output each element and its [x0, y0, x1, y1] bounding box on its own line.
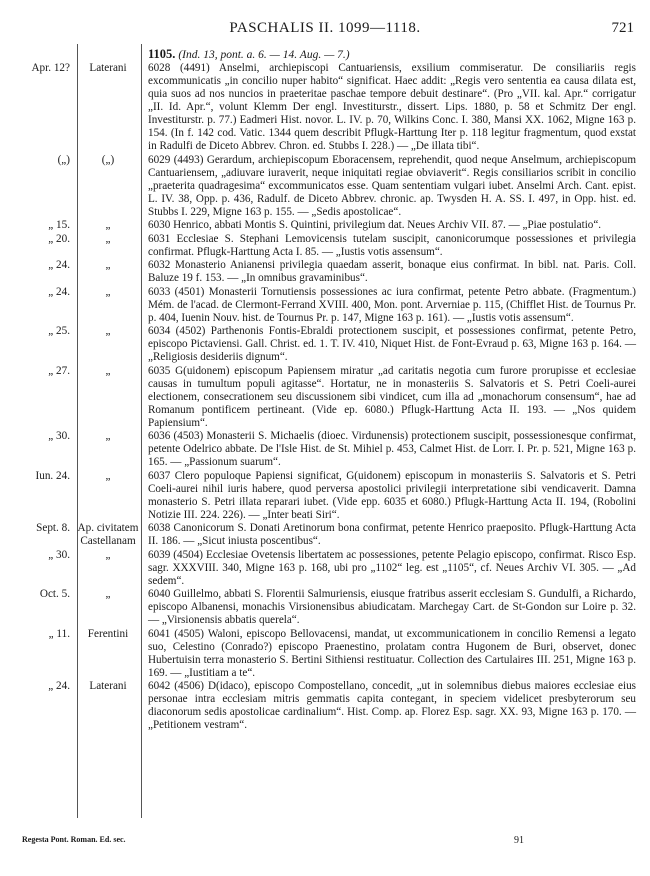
entry-place: „: [105, 430, 111, 442]
entry-place: „: [105, 364, 111, 377]
running-title: PASCHALIS II. 1099—1118.: [229, 20, 421, 36]
year-number: 1105.: [148, 47, 176, 61]
entry-date: „ 11.: [48, 627, 70, 640]
entry-place: Laterani: [89, 62, 127, 74]
entry-date: „ 30.: [48, 430, 70, 442]
entry-text: 6039 (4504) Ecclesiae Ovetensis libertatem ac possessiones, petente Pelagio episcopo, confirmat. Risco Esp. sagr. XXXVIII. 340, Migne 163 p. 168, ubi pro „1102“ leg. est „1105“, cf. Neues Archiv VI. 305. — „Ad sedem“.: [148, 548, 636, 587]
page-number: 721: [611, 20, 634, 36]
entry-text: 6034 (4502) Parthenonis Fontis-Ebraldi protectionem suscipit, et possessiones confirmat, petente Petro, episcopo Pictaviensi. Gall. Christ. ed. 1. T. IV. 410, Niquet Hist. de Font-Evraud p. 63, Migne 163 p. 164. — „Religiosis desideriis dignum“.: [148, 325, 636, 363]
table-row: [14, 588, 636, 627]
entry-date: „ 24.: [48, 680, 70, 692]
entry-place: „: [105, 325, 111, 337]
table-row: [14, 430, 636, 469]
entry-place: Ferentini: [87, 627, 129, 640]
entry-place: „: [105, 219, 111, 231]
entry-date: „ 15.: [48, 219, 70, 231]
entry-place: „: [105, 285, 111, 298]
entry-text: 6030 Henrico, abbati Montis S. Quintini, privilegium dat. Neues Archiv VII. 87. — „Piae postulatio“.: [148, 219, 602, 231]
table-row: [14, 154, 636, 219]
table-row: [14, 325, 636, 364]
entry-place: Ap. civitatem Castellanam: [77, 522, 139, 547]
entry-text: 6035 G(uidonem) episcopum Papiensem miratur „ad caritatis negotia cum furore prorupisse et ecclesiae causas in tumultum populi agitasse“. Hortatur, ne in monasteriis S. Salvatoris et S. Petri Coeli-aurei electionem, consecrationem seu discussionem sibi vindicet, cum illa ad „monachorum consensum“, hae ad Romanum pontificem pertineant. (Vide ep. 6080.) Pflugk-Harttung Acta II. 193. — „Nos quidem Papiensium“.: [148, 364, 636, 429]
page-header: [0, 20, 650, 40]
entry-place: Laterani: [89, 680, 127, 692]
entry-date: Sept. 8.: [36, 522, 70, 534]
entry-place: „: [105, 588, 111, 600]
footer-source: Regesta Pont. Roman. Ed. sec.: [22, 835, 126, 844]
table-row: [14, 286, 636, 325]
regesta-table: [14, 47, 636, 733]
entry-text: 6029 (4493) Gerardum, archiepiscopum Eboracensem, reprehendit, quod neque Anselmum, archiepiscopum Cantuariensem, „adiuvare iuraverit, neque iniquitati regiae obviaverit“. Regis consiliarios scribit in concilio „praeterita quadragesima“ excommunicatos esse. Quam sententiam vulgari iubet. Anselmi Arch. Cant. epist. L. IV. 38, Opp. p. 436, Radulf. de Diceto Abbrev. chronic. ap. Twysden H. A. SS. I. 497, in Opp. hist. ed. Stubbs I. 229, Migne 163 p. 155. — „Sedis apostolicae“.: [148, 153, 636, 218]
footer-signature: 91: [514, 835, 524, 846]
entry-text: 6038 Canonicorum S. Donati Aretinorum bona confirmat, petente Henrico praeposito. Pflugk-Harttung Acta II. 186. — „Sicut iniusta poscentibus“.: [148, 522, 636, 547]
entry-date: „ 25.: [48, 325, 70, 337]
table-row: [14, 628, 636, 680]
entry-place: „: [105, 259, 111, 271]
year-row: [14, 47, 636, 62]
year-heading: [140, 47, 350, 62]
entry-place: („): [101, 153, 115, 166]
entry-text: 6033 (4501) Monasterii Tornutiensis possessiones ac iura confirmat, petente Petro abbate. (Fragmentum.) Mém. de l'acad. de Clermont-Ferrand XVIII. 400, Mon. pont. Arverniae p. 115, (Chifflet Hist. de Tournus Pr. p. 404, Iuenin Nouv. hist. de Tournus Pr. p. 147, Migne 163 p. 161). — „Iustis votis assensum“.: [148, 285, 636, 324]
entry-date: „ 27.: [48, 364, 70, 377]
entry-date: „ 24.: [48, 259, 70, 271]
entry-date: „ 24.: [48, 285, 70, 298]
entry-place: „: [105, 469, 111, 482]
entry-date: Iun. 24.: [35, 469, 70, 482]
entry-text: 6028 (4491) Anselmi, archiepiscopi Cantuariensis, exsilium commiseratur. De consiliariis regis excommunicatis „in concilio nuper habito“ significat. Haec addit: „Regis vero sententia ea causa dilata est, quia suos ad nos nuncios in praeteritae paschae tempore debuit destinare“. (Pro „VII. kal. Apr.“ corrigatur „II. Id. Apr.“, volunt Klemm Der engl. Investiturstr., dissert. Lips. 1880, p. 58 et Schmitz Der engl. Investiturstr. p. 77.) Eadmeri Hist. novor. L. IV. p. 70, Wilkins Conc. I. 380, Mansi XX. 1062, Migne 163 p. 154. (In f. 142 cod. Vatic. 1344 quem describit Pflugk-Harttung Iter p. 118 legitur fragmentum, quod exstat in Radulfi de Diceto Abbrev. Chron. ed. Stubbs I. 228.) — „De illata tibi“.: [148, 62, 636, 152]
table-row: [14, 62, 636, 153]
table-row: [14, 549, 636, 588]
entry-date: („): [57, 153, 70, 166]
entry-date: Apr. 12?: [31, 62, 70, 74]
entry-date: Oct. 5.: [39, 588, 70, 600]
entry-date: „ 20.: [48, 232, 70, 245]
entry-place: „: [105, 548, 111, 561]
table-row: [14, 259, 636, 285]
entry-list: [14, 62, 636, 732]
entry-text: 6042 (4506) D(idaco), episcopo Compostellano, concedit, „ut in solemnibus diebus maiores ecclesiae eius personae intra ecclesiam mitris gemmatis capita contegant, in speciem videlicet presbyterorum seu diaconorum sedis apostolicae cardinalium“. Hist. Comp. ap. Florez Esp. sagr. XX. 93, Migne 163 p. 170. — „Petitionem vestram“.: [148, 680, 636, 731]
entry-text: 6037 Clero populoque Papiensi significat, G(uidonem) episcopum in monasteriis S. Salvatoris et S. Petri Coeli-aurei nihil iuris habere, quod perversa apostolici privilegii interpretatione sibi vendicaverit. Damna monasterio S. Petri illata reparari iubet. (Vide epp. 6035 et 6080.) Pflugk-Harttung Acta II. 194, (Robolini Notizie III. 224. 226). — „Inter beati Siri“.: [148, 469, 636, 521]
table-row: [14, 365, 636, 430]
table-row: [14, 233, 636, 259]
table-row: [14, 470, 636, 522]
entry-text: 6031 Ecclesiae S. Stephani Lemovicensis tutelam suscipit, canonicorumque possessiones et privilegia confirmat. Pflugk-Harttung Acta I. 85. — „Iustis votis assensum“.: [148, 232, 636, 258]
table-row: [14, 522, 636, 548]
year-note: (Ind. 13, pont. a. 6. — 14. Aug. — 7.): [178, 49, 350, 61]
entry-date: „ 30.: [48, 548, 70, 561]
table-row: [14, 219, 636, 232]
entry-text: 6032 Monasterio Anianensi privilegia quaedam asserit, bonaque eius confirmat. In bibl. nat. Paris. Coll. Baluze 19 f. 153. — „In omnibus gravaminibus“.: [148, 259, 636, 284]
entry-place: „: [105, 232, 111, 245]
table-row: [14, 680, 636, 732]
entry-text: 6040 Guillelmo, abbati S. Florentii Salmuriensis, eiusque fratribus asserit ecclesiam S. Gundulfi, a Richardo, episcopo Albanensi, monachis Virsionensibus abiudicatam. Marchegay Cart. de St-Gondon sur Loire p. 32. — „Virsionensis abbatis querela“.: [148, 588, 636, 626]
entry-text: 6036 (4503) Monasterii S. Michaelis (dioec. Virdunensis) protectionem suscipit, possessionesque confirmat, petente Odelrico abbate. De l'Isle Hist. de St. Mihiel p. 453, Calmet Hist. de Lorr. I. Pr. p. 521, Migne 163 p. 165. — „Passionum suarum“.: [148, 430, 636, 468]
entry-text: 6041 (4505) Waloni, episcopo Bellovacensi, mandat, ut excommunicationem in concilio Remensi a legato suo, Celestino (Conrado?) episcopo Praenestino, prolatam contra Hugonem de Buri, observet, donec Hubertuisin terra monasterio S. Bertini Sithiensi restituatur. Collection des Cartulaires III. 251, Migne 163 p. 169. — „Iustitiam a te“.: [148, 627, 636, 679]
